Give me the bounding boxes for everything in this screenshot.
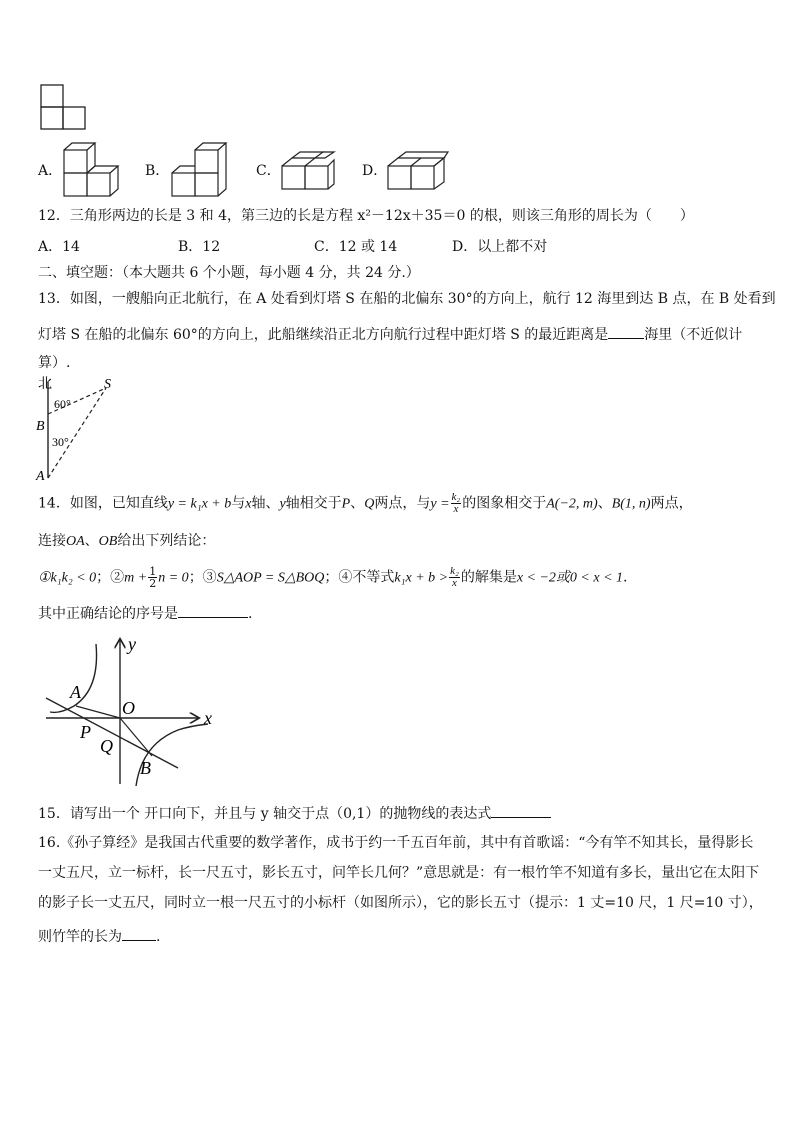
option-a-label: A． [38,163,63,179]
line-equation: y = k₁x + b [167,496,232,512]
q15-answer-blank[interactable] [491,803,551,818]
x-axis-label: x [204,708,212,728]
conclusion-2-tail: n = 0 [158,570,189,586]
q16-line-4 [38,926,160,946]
fraction-denominator: 2 [149,577,157,590]
q13-line-1: 13．如图，一艘船向正北航行，在 A 处看到灯塔 S 在船的北偏东 30°的方向上，航行 12 海里到达 B 点，在 B 处看到 [38,291,776,307]
line-through-a-b [46,698,178,768]
q14-text: . [248,606,253,622]
q14-line-2 [38,532,215,551]
point-b-label: B [140,758,151,778]
conclusion-2: m + [124,570,148,586]
option-d-label: D． [362,163,388,179]
segment-ob: OB [98,534,118,549]
q13-line-2 [38,324,742,344]
q14-text: 轴、 [251,495,280,512]
fraction-denominator: x [453,503,459,515]
q14-text: ；④不等式 [324,569,395,586]
q14-text: ；③ [188,569,217,586]
q16-line-2: 一丈五尺，立一标杆，长一尺五寸，影长五寸，问竿长几何？”意思就是：有一根竹竿不知道有多长，量出它在太阳下 [38,865,760,881]
segment-oa [76,706,120,718]
q15-line [38,803,551,823]
conclusion-4: k₁x + b > [394,570,449,586]
fraction-denominator: x [452,577,457,589]
q11-option-b[interactable] [145,162,169,180]
q14-text: 两点，与 [374,495,431,512]
y-var: y [279,496,286,512]
q14-text: 、 [597,495,612,512]
fraction-numerator: k₂ [450,565,459,577]
q14-line-1 [38,492,693,515]
fraction-numerator: k₂ [451,491,461,503]
north-label: 北 [38,377,52,392]
q14-text: 与 [231,495,246,512]
q15-text: 15．请写出一个 开口向下，并且与 y 轴交于点（0,1）的抛物线的表达式 [38,806,492,822]
q14-text: 两点， [650,495,693,512]
option-c-figure [280,150,336,192]
q16-line-3: 的影子长一丈五尺，同时立一根一尺五寸的小标杆（如图所示），它的影长五寸（提示：1 丈=10 尺，1 尺=10 寸）， [38,895,763,911]
x-var: x [245,496,252,512]
section-heading: 二、填空题：（本大题共 6 个小题，每小题 4 分，共 24 分.） [38,265,420,281]
point-b: B(1, n) [611,496,651,512]
solution-set: x < −2或0 < x < 1 [516,570,624,586]
segment-ob [120,718,152,756]
point-q-label: Q [100,736,113,756]
y-axis-label: y [128,634,136,654]
q16-text: . [156,929,161,945]
q14-figure [40,634,230,786]
q-var: Q [364,496,375,512]
conclusion-3: S△AOP = S△BOQ [216,570,325,586]
p-var: P [341,496,351,512]
option-b-label: B． [145,163,170,179]
q13-figure [34,374,124,484]
option-c-label: C． [256,163,281,179]
origin-label: O [122,698,135,718]
option-b-figure [170,140,230,198]
q14-text: 的图象相交于 [462,495,547,512]
point-p-label: P [80,722,91,742]
q13-line-3: 算）. [38,355,71,371]
q14-text: . [623,569,628,586]
q16-line-1: 16.《孙子算经》是我国古代重要的数学著作，成书于约一千五百年前，其中有首歌谣：“今有竿不知其长，量得影长 [38,835,754,851]
q14-text: 轴相交于 [285,495,342,512]
segment-oa: OA [66,534,85,549]
q11-top-view-figure [40,84,86,130]
q14-text: 、 [84,533,99,549]
q12-option-b[interactable]: B．12 [178,239,221,255]
q11-option-d[interactable] [362,162,387,180]
q12-stem: 12．三角形两边的长是 3 和 4，第三边的长是方程 x²－12x＋35＝0 的根，则该三角形的周长为（ ） [38,208,694,224]
q13-line-2-text: 灯塔 S 在船的北偏东 60°的方向上，此船继续沿正北方向航行过程中距灯塔 S 的最近距离是 [38,327,609,343]
angle-30-label: 30° [52,435,69,449]
option-a-figure [62,140,120,198]
point-a-label: A [36,469,45,484]
point-s-label: S [104,377,111,392]
point-b-label: B [36,419,45,434]
option-d-figure [386,150,450,192]
k2-over-x [449,566,460,589]
q12-option-c[interactable]: C．12 或 14 [314,239,398,255]
q14-line-3 [38,566,628,589]
q16-text: 则竹竿的长为 [38,929,122,945]
fraction-numerator: 1 [149,565,157,578]
q14-text: 连接 [38,533,66,549]
q16-answer-blank[interactable] [122,926,156,941]
q14-answer-blank[interactable] [178,603,248,618]
point-a-label: A [70,682,81,702]
hyperbola-eq: y = [430,496,450,512]
q14-text: 的解集是 [460,569,517,586]
q14-text: ；② [96,569,125,586]
q13-line-2-tail: 海里（不近似计 [644,327,743,343]
q14-text: 、 [350,495,365,512]
q13-answer-blank[interactable] [608,324,644,339]
q12-option-a[interactable]: A．14 [38,239,80,255]
conclusion-1: ①k₁k₂ < 0 [38,570,97,586]
point-a: A(−2, m) [546,496,598,512]
q14-text: 给出下列结论： [117,533,216,549]
q12-option-d[interactable]: D．以上都不对 [452,239,548,255]
angle-60-label: 60° [54,397,71,411]
one-half [148,566,157,589]
hyperbola-branch-upper-left [50,644,97,712]
q14-line-4 [38,603,252,623]
q14-text: 14．如图，已知直线 [38,495,168,512]
k2-over-x [451,492,462,515]
q14-text: 其中正确结论的序号是 [38,606,178,622]
q11-option-c[interactable] [256,162,281,180]
q11-option-a[interactable] [38,162,62,180]
